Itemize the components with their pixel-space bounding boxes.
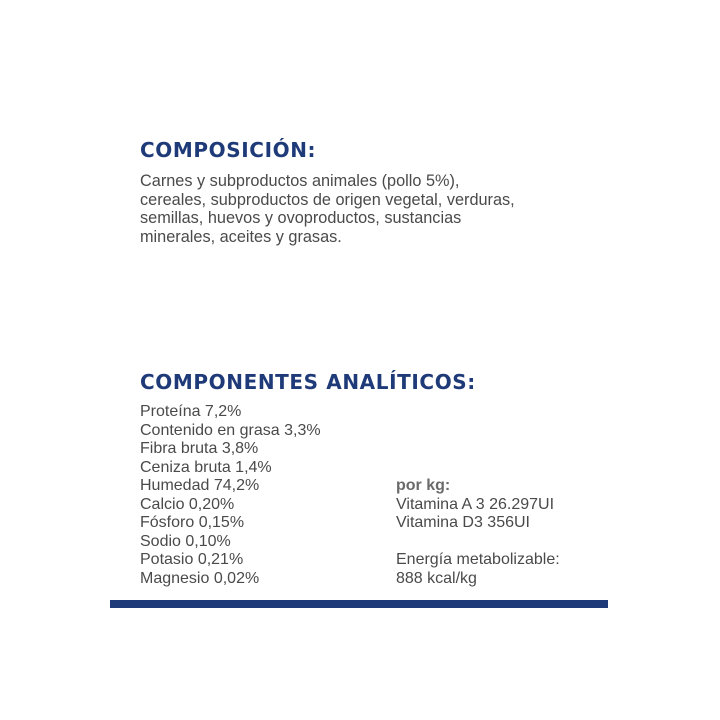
analytics-item-fiber: Fibra bruta 3,8% — [140, 440, 259, 457]
analytics-item-calcium: Calcio 0,20% — [140, 495, 235, 513]
analytics-item-magnesium: Magnesio 0,02% — [140, 569, 260, 587]
analytics-item-ash: Ceniza bruta 1,4% — [140, 458, 272, 476]
analytics-item-fat: Contenido en grasa 3,3% — [140, 421, 321, 439]
composition-heading: COMPOSICIÓN: — [140, 138, 317, 162]
analytics-item-potassium: Potasio 0,21% — [140, 551, 244, 568]
energy-value: 888 kcal/kg — [396, 569, 477, 587]
bottom-divider — [110, 600, 608, 608]
analytics-item-sodium: Sodio 0,10% — [140, 532, 231, 550]
per-kg-label: por kg: — [396, 477, 451, 494]
composition-line: cereales, subproductos de origen vegetal, verduras, — [140, 190, 515, 209]
composition-line: Carnes y subproductos animales (pollo 5%), — [140, 172, 460, 190]
energy-label: Energía metabolizable: — [396, 551, 560, 568]
analytics-heading: COMPONENTES ANALÍTICOS: — [140, 370, 476, 394]
vitamin-d3: Vitamina D3 356UI — [396, 514, 530, 531]
analytics-list — [140, 403, 321, 588]
analytics-item-protein: Proteína 7,2% — [140, 403, 242, 420]
analytics-item-phosphorus: Fósforo 0,15% — [140, 514, 245, 531]
per-kg-block — [396, 477, 560, 588]
analytics-item-moisture: Humedad 74,2% — [140, 477, 260, 494]
spacer — [396, 533, 560, 552]
composition-line: semillas, huevos y ovoproductos, sustancias — [140, 209, 462, 227]
composition-text — [140, 172, 600, 246]
vitamin-a: Vitamina A 3 26.297UI — [396, 495, 555, 513]
composition-line: minerales, aceites y grasas. — [140, 227, 342, 246]
